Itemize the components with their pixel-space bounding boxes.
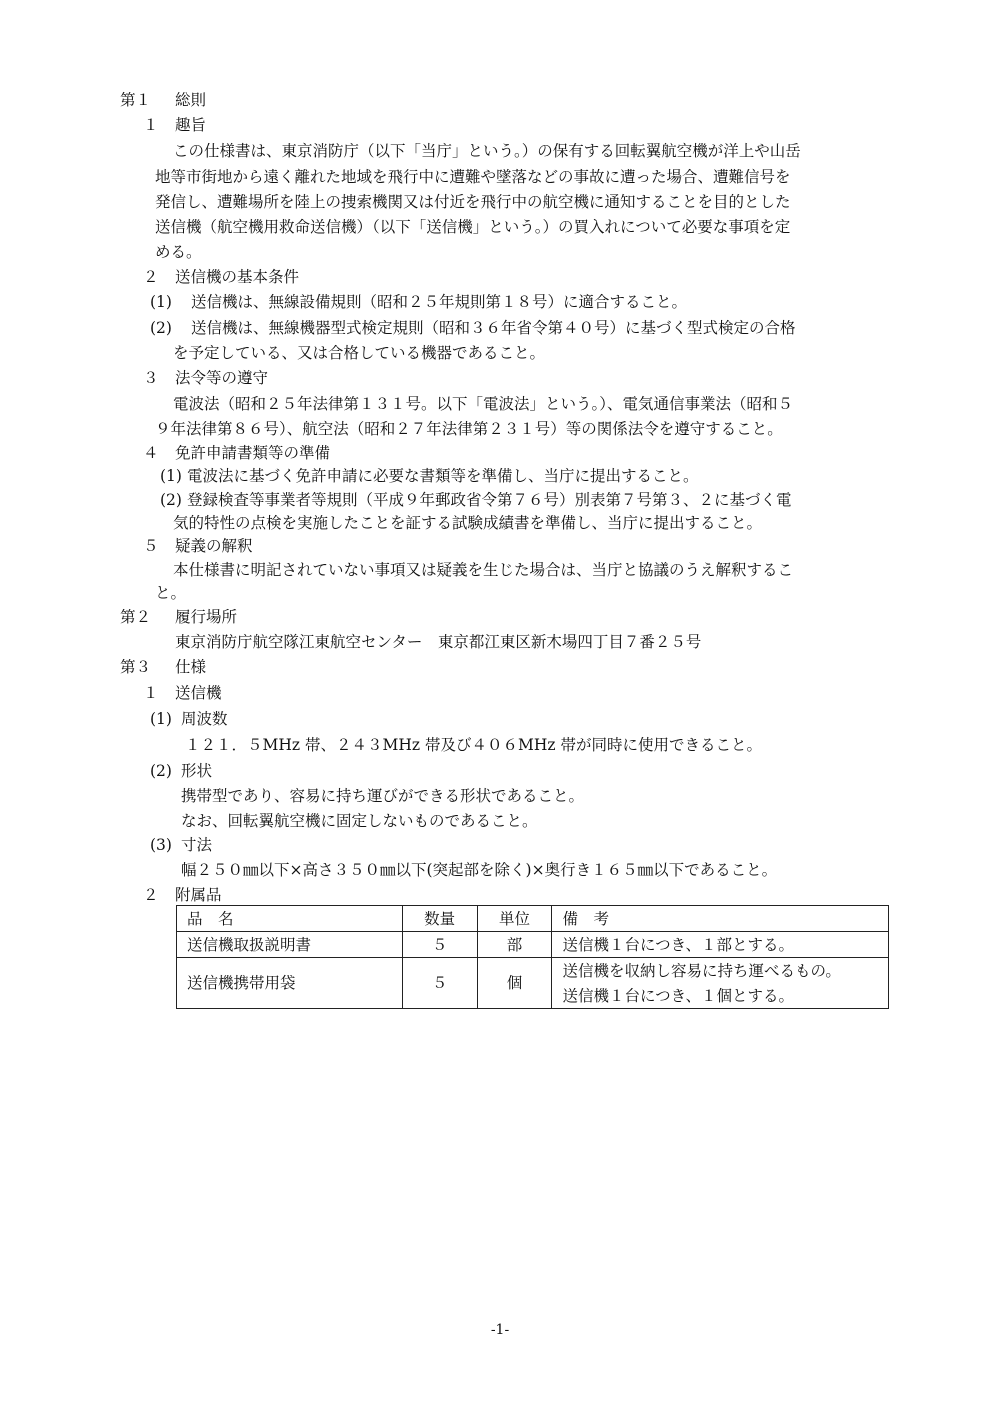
item-title: 周波数 — [181, 710, 228, 728]
paragraph-line: ９年法律第８６号）、航空法（昭和２７年法律第２３１号）等の関係法令を遵守すること。 — [155, 420, 783, 438]
chapter-number: 第３ — [120, 658, 152, 676]
notes-cell: 送信機を収納し容易に持ち運べるもの。 — [552, 958, 889, 984]
item-number: (1) — [150, 293, 172, 311]
paragraph-line: 気的特性の点検を実施したことを証する試験成績書を準備し、当庁に提出すること。 — [173, 514, 763, 532]
item-number: (2) — [150, 319, 172, 337]
item-title: 寸法 — [181, 836, 213, 854]
paragraph-line: この仕様書は、東京消防庁（以下「当庁」という。）の保有する回転翼航空機が洋上や山岳 — [173, 142, 801, 160]
section-heading — [0, 681, 1000, 705]
paragraph-line: 電波法（昭和２５年法律第１３１号。以下「電波法」という。）、電気通信事業法（昭和５ — [173, 395, 794, 413]
section-title: 趣旨 — [175, 116, 207, 134]
subsection-heading — [0, 833, 1000, 857]
paragraph-line: 地等市街地から遠く離れた地域を飛行中に遭難や墜落などの事故に遭った場合、遭難信号を — [155, 168, 791, 186]
notes-cell: 送信機１台につき、１部とする。 — [552, 932, 889, 958]
paragraph-line: 幅２５０㎜以下×高さ３５０㎜以下(突起部を除く)×奥行き１６５㎜以下であること。 — [181, 861, 778, 879]
list-item: (2) 登録検査等事業者等規則（平成９年郵政省令第７６号）別表第７号第３、２に基づく電 — [0, 488, 1000, 512]
list-item: (1) 電波法に基づく免許申請に必要な書類等を準備し、当庁に提出すること。 — [0, 464, 1000, 488]
chapter-title: 履行場所 — [175, 608, 238, 626]
item-number: (2) — [160, 491, 182, 509]
subsection-heading — [0, 759, 1000, 783]
section-heading — [0, 534, 1000, 558]
paragraph-line: １２１．５MHz 帯、２４３MHz 帯及び４０６MHz 帯が同時に使用できること。 — [185, 736, 762, 754]
item-title: 形状 — [181, 762, 213, 780]
item-number: (2) — [150, 762, 172, 780]
paragraph-line: 送信機（航空機用救命送信機）（以下「送信機」という。）の買入れについて必要な事項を定 — [155, 218, 791, 236]
chapter-title: 総則 — [175, 91, 207, 109]
chapter-heading — [0, 655, 1000, 679]
section-number: ４ — [143, 444, 159, 462]
paragraph-line: める。 — [155, 243, 202, 261]
paragraph-line: なお、回転翼航空機に固定しないものであること。 — [181, 812, 538, 830]
header-cell: 数量 — [402, 906, 477, 932]
section-number: １ — [143, 684, 159, 702]
header-cell: 品 名 — [177, 906, 403, 932]
section-number: ５ — [143, 537, 159, 555]
section-number: ３ — [143, 369, 159, 387]
quantity-cell: ５ — [402, 932, 477, 958]
chapter-number: 第２ — [120, 608, 152, 626]
list-item: (2) 送信機は、無線機器型式検定規則（昭和３６年省令第４０号）に基づく型式検定の合格 — [0, 316, 1000, 340]
section-title: 送信機の基本条件 — [175, 268, 300, 286]
accessories-table — [176, 905, 889, 1009]
section-number: ２ — [143, 268, 159, 286]
header-cell: 備 考 — [552, 906, 889, 932]
paragraph-line: を予定している、又は合格している機器であること。 — [173, 344, 546, 362]
subsection-heading — [0, 707, 1000, 731]
list-item: (1) 送信機は、無線設備規則（昭和２５年規則第１８号）に適合すること。 — [0, 290, 1000, 314]
section-heading — [0, 366, 1000, 390]
table-row — [177, 958, 889, 984]
section-number: ２ — [143, 886, 159, 904]
section-heading — [0, 265, 1000, 289]
section-title: 疑義の解釈 — [175, 537, 253, 555]
chapter-heading — [0, 88, 1000, 112]
chapter-number: 第１ — [120, 91, 152, 109]
quantity-cell: ５ — [402, 958, 477, 1009]
header-cell: 単位 — [477, 906, 552, 932]
paragraph-line: 本仕様書に明記されていない事項又は疑義を生じた場合は、当庁と協議のうえ解釈するこ — [173, 561, 794, 579]
item-name-cell: 送信機取扱説明書 — [177, 932, 403, 958]
item-number: (1) — [150, 710, 172, 728]
section-title: 附属品 — [175, 886, 222, 904]
unit-cell: 部 — [477, 932, 552, 958]
section-heading — [0, 883, 1000, 907]
page-number: -1- — [490, 1322, 510, 1338]
table-header-row — [177, 906, 889, 932]
section-title: 法令等の遵守 — [175, 369, 269, 387]
section-heading — [0, 441, 1000, 465]
item-number: (1) — [160, 467, 182, 485]
paragraph-line: 携帯型であり、容易に持ち運びができる形状であること。 — [181, 787, 585, 805]
section-number: １ — [143, 116, 159, 134]
notes-cell: 送信機１台につき、１個とする。 — [552, 983, 889, 1009]
table-row — [177, 932, 889, 958]
section-heading — [0, 113, 1000, 137]
paragraph-line: 発信し、遭難場所を陸上の捜索機関又は付近を飛行中の航空機に通知することを目的とした — [155, 193, 791, 211]
section-title: 送信機 — [175, 684, 222, 702]
section-title: 免許申請書類等の準備 — [175, 444, 331, 462]
item-name-cell: 送信機携帯用袋 — [177, 958, 403, 1009]
item-number: (3) — [150, 836, 172, 854]
chapter-heading — [0, 605, 1000, 629]
chapter-title: 仕様 — [175, 658, 207, 676]
paragraph-line: と。 — [155, 584, 187, 602]
paragraph-line: 東京消防庁航空隊江東航空センター 東京都江東区新木場四丁目７番２５号 — [175, 633, 702, 651]
unit-cell: 個 — [477, 958, 552, 1009]
